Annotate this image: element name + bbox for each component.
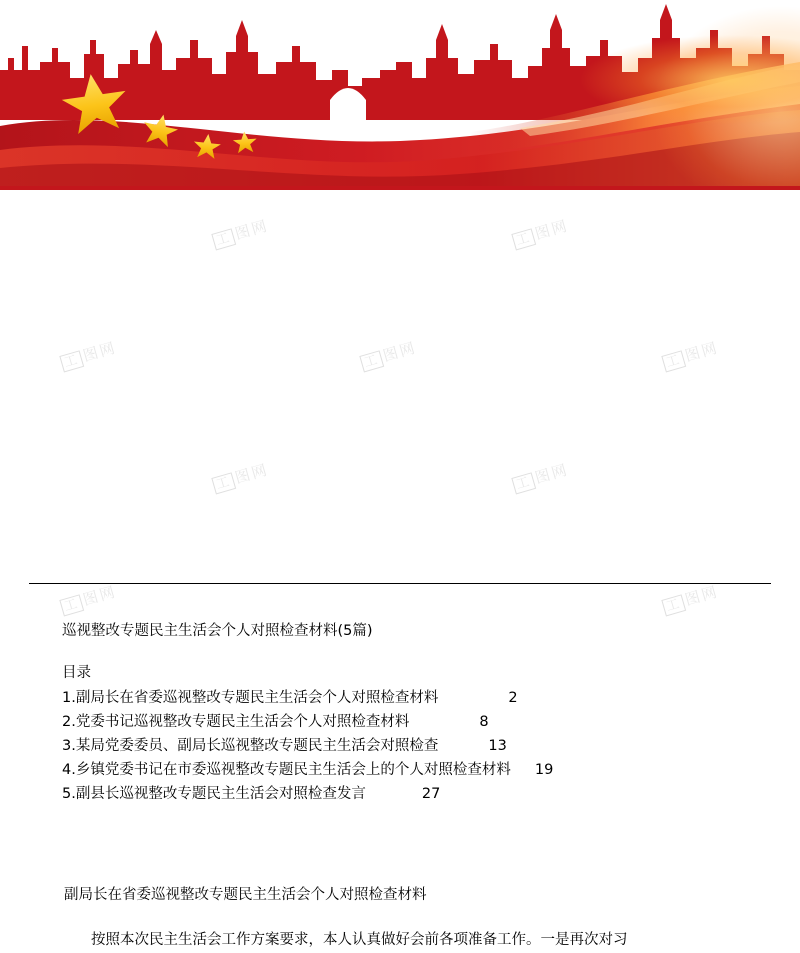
toc-heading: 目录 (62, 665, 91, 681)
toc-list (62, 686, 762, 806)
watermark (58, 581, 119, 617)
toc-entry[interactable] (62, 710, 762, 734)
watermark-text: 图网 (232, 460, 271, 488)
watermark (510, 215, 571, 251)
toc-entry-page: 2 (508, 690, 518, 706)
toc-entry-title: 副县长巡视整改专题民主生活会对照检查发言 (75, 786, 366, 802)
watermark (358, 337, 419, 373)
toc-entry-index: 1. (62, 690, 76, 706)
watermark-box: 工 (59, 350, 84, 372)
toc-entry-title: 乡镇党委书记在市委巡视整改专题民主生活会上的个人对照检查材料 (75, 762, 511, 778)
watermark-box: 工 (511, 472, 536, 494)
watermark-text: 图网 (80, 582, 119, 610)
watermark-text: 图网 (532, 216, 571, 244)
toc-entry-index: 4. (62, 762, 76, 778)
watermark-text: 图网 (232, 216, 271, 244)
toc-entry-page: 19 (534, 762, 554, 778)
watermark-text: 图网 (682, 582, 721, 610)
toc-entry-page: 8 (479, 714, 489, 730)
watermark (510, 459, 571, 495)
watermark (210, 215, 271, 251)
toc-entry[interactable] (62, 686, 762, 710)
watermark (660, 337, 721, 373)
horizontal-rule (29, 583, 771, 584)
watermark-text: 图网 (80, 338, 119, 366)
document-title: 巡视整改专题民主生活会个人对照检查材料(5篇) (62, 623, 373, 639)
watermark-box: 工 (211, 228, 236, 250)
header-banner (0, 0, 800, 190)
section-title: 副局长在省委巡视整改专题民主生活会个人对照检查材料 (64, 887, 427, 903)
toc-entry[interactable] (62, 734, 762, 758)
watermark-box: 工 (211, 472, 236, 494)
toc-entry-index: 2. (62, 714, 76, 730)
document-content (62, 620, 762, 953)
toc-entry-page: 13 (488, 738, 507, 754)
watermark-box: 工 (359, 350, 384, 372)
watermark-text: 图网 (532, 460, 571, 488)
toc-entry-title: 副局长在省委巡视整改专题民主生活会个人对照检查材料 (75, 690, 439, 706)
banner-bottom-rule (0, 186, 800, 190)
watermark-box: 工 (59, 594, 84, 616)
body-paragraph: 按照本次民主生活会工作方案要求，本人认真做好会前各项准备工作。一是再次对习 (91, 932, 628, 948)
toc-entry[interactable] (62, 758, 762, 782)
toc-entry-page: 27 (421, 786, 441, 802)
toc-entry-title: 党委书记巡视整改专题民主生活会个人对照检查材料 (75, 714, 410, 730)
watermark-box: 工 (661, 594, 686, 616)
toc-entry[interactable] (62, 782, 762, 806)
toc-entry-title: 某局党委委员、副局长巡视整改专题民主生活会对照检查 (75, 738, 439, 754)
watermark-text: 图网 (682, 338, 721, 366)
toc-entry-index: 5. (62, 786, 76, 802)
watermark (58, 337, 119, 373)
watermark-box: 工 (661, 350, 686, 372)
watermark (210, 459, 271, 495)
watermark-box: 工 (511, 228, 536, 250)
watermark-text: 图网 (380, 338, 419, 366)
watermark (660, 581, 721, 617)
city-skyline-icon (0, 0, 800, 190)
toc-entry-index: 3. (62, 738, 76, 754)
